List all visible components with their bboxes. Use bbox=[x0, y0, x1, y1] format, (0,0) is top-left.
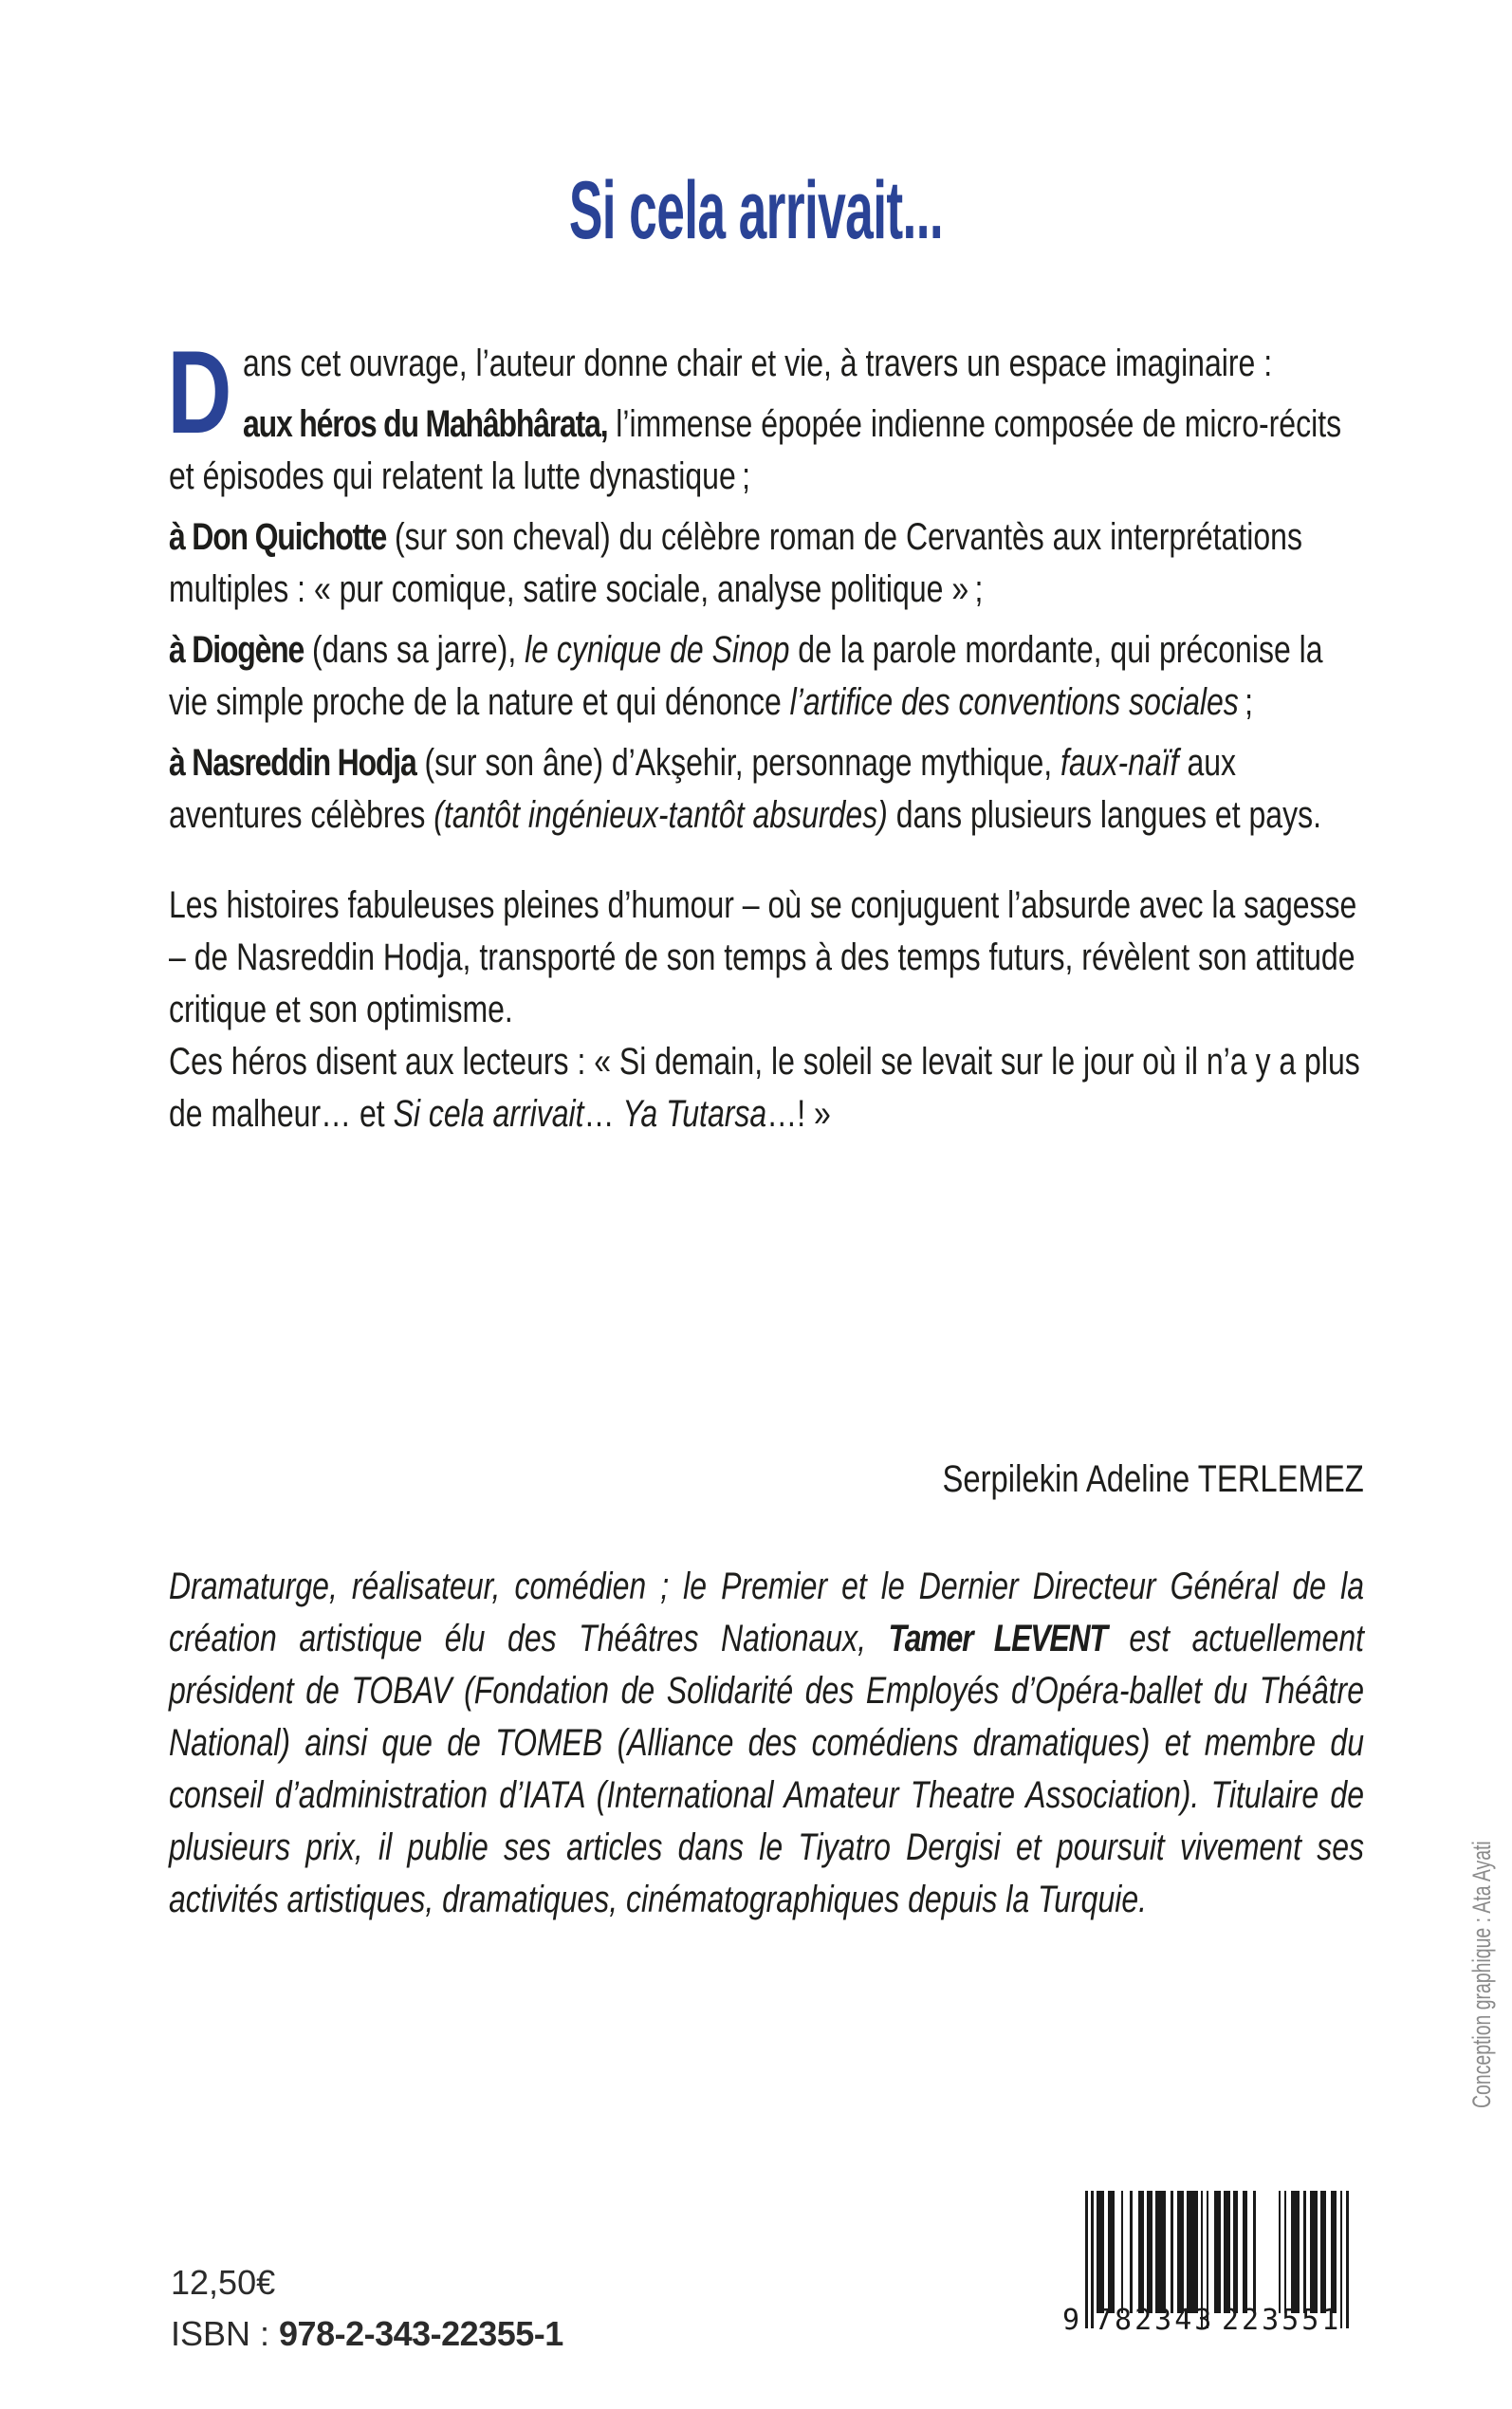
price: 12,50€ bbox=[171, 2263, 276, 2302]
isbn-label: ISBN : bbox=[171, 2314, 280, 2353]
design-credit bbox=[1468, 1757, 1495, 2108]
blurb-signature: Serpilekin Adeline TERLEMEZ bbox=[942, 1458, 1364, 1500]
item-heading: à Diogène bbox=[169, 629, 304, 671]
item-text: dans plusieurs langues et pays. bbox=[887, 794, 1321, 836]
book-title-block bbox=[0, 163, 1512, 258]
paragraph-italic: Si cela arrivait bbox=[393, 1093, 584, 1135]
barcode-bar bbox=[1097, 2191, 1104, 2313]
blurb bbox=[167, 327, 1364, 1140]
barcode-bar bbox=[1284, 2191, 1286, 2313]
item-italic: (tantôt ingénieux-tantôt absurdes) bbox=[433, 794, 888, 836]
barcode-bar bbox=[1138, 2191, 1144, 2313]
item-italic: le cynique de Sinop bbox=[525, 629, 790, 671]
barcode-bar bbox=[1320, 2191, 1326, 2313]
book-title: Si cela arrivait... bbox=[568, 165, 944, 256]
barcode-bar bbox=[1085, 2191, 1088, 2328]
barcode-bar bbox=[1346, 2191, 1349, 2328]
item-text: de la parole mordante, qui préconise la vie simple proche de la nature et qui dénonce bbox=[169, 629, 1323, 723]
item-text: aux aventures célèbres bbox=[169, 742, 1237, 836]
barcode-bar bbox=[1147, 2191, 1152, 2313]
design-credit-text: Conception graphique : Ata Ayati bbox=[1467, 1841, 1496, 2108]
barcode-bar bbox=[1291, 2191, 1300, 2313]
blurb-paragraph-histoires: Les histoires fabuleuses pleines d’humour – où se conjuguent l’absurde avec la sagesse – de Nasreddin Hodja, transporté de son temps à des temps futurs, révèlent son attitude critique et son optimisme. bbox=[169, 884, 1357, 1030]
barcode-bar bbox=[1253, 2191, 1256, 2313]
barcode-bar bbox=[1155, 2191, 1166, 2313]
paragraph-text: …! » bbox=[766, 1093, 831, 1135]
author-bio-text bbox=[169, 1561, 1364, 1926]
blurb-item-don-quichotte bbox=[169, 511, 1364, 616]
item-text: l’immense épopée indienne composée de micro-récits et épisodes qui relatent la lutte dynastique ; bbox=[169, 403, 1342, 497]
barcode bbox=[1062, 2191, 1356, 2352]
item-text: (sur son âne) d’Akşehir, personnage mythique, bbox=[415, 742, 1061, 784]
barcode-bar bbox=[1243, 2191, 1247, 2313]
barcode-bar bbox=[1121, 2191, 1123, 2313]
bio-text: Dramaturge, réalisateur, comédien ; le Premier et le Dernier Directeur Général de la création artistique élu des Théâtres Nationaux, bbox=[169, 1566, 1364, 1659]
paragraph-text: … bbox=[583, 1093, 623, 1135]
author-bio bbox=[169, 1561, 1364, 1926]
barcode-bar bbox=[1214, 2191, 1221, 2313]
barcode-bar bbox=[1331, 2191, 1337, 2313]
item-heading: à Don Quichotte bbox=[169, 516, 387, 558]
item-heading: à Nasreddin Hodja bbox=[169, 742, 416, 784]
item-italic: l’artifice des conventions sociales bbox=[789, 681, 1239, 723]
intro-text: ans cet ouvrage, l’auteur donne chair et vie, à travers un espace imaginaire : bbox=[243, 343, 1273, 384]
blurb-paragraph-heros bbox=[169, 1036, 1364, 1140]
blurb-signature-block bbox=[0, 1454, 1364, 1506]
barcode-bar bbox=[1310, 2191, 1318, 2313]
bio-text: est actuellement président de TOBAV (Fondation de Solidarité des Employés d’Opéra-ballet du Théâtre National) ainsi que de TOMEB (Alliance des comédiens dramatiques) et membre du conseil d’administration d’IATA (International Amateur Theatre Association). Titulaire de plusieurs prix, il publie ses articles dans le Tiyatro Dergisi et poursuit vivement ses activités artistiques, dramatiques, cinématographiques depuis la Turquie. bbox=[169, 1618, 1365, 1920]
isbn bbox=[171, 2315, 563, 2353]
author-name: Tamer LEVENT bbox=[888, 1618, 1107, 1659]
item-italic: faux-naïf bbox=[1060, 742, 1179, 784]
item-text: (dans sa jarre), bbox=[304, 629, 526, 671]
item-text: (sur son cheval) du célèbre roman de Cervantès aux interprétations multiples : « pur comique, satire sociale, analyse politique » ; bbox=[169, 516, 1302, 610]
barcode-bar bbox=[1171, 2191, 1173, 2313]
paragraph-text: Ces héros disent aux lecteurs : « Si demain, le soleil se levait sur le jour où il n’a y a plus de malheur… et bbox=[169, 1041, 1360, 1135]
blurb-item-mahabharata bbox=[169, 398, 1364, 503]
barcode-bar bbox=[1177, 2191, 1184, 2313]
barcode-bar bbox=[1187, 2191, 1198, 2313]
blurb-item-diogene bbox=[169, 624, 1364, 729]
barcode-bar bbox=[1303, 2191, 1306, 2313]
barcode-digits-right: 223551 bbox=[1222, 2304, 1342, 2337]
barcode-bar bbox=[1130, 2191, 1133, 2313]
item-text: ; bbox=[1238, 681, 1254, 723]
blurb-item-nasreddin bbox=[169, 737, 1364, 842]
barcode-bar bbox=[1233, 2191, 1238, 2313]
barcode-bar bbox=[1091, 2191, 1094, 2328]
barcode-digits-left: 782343 bbox=[1095, 2304, 1215, 2337]
item-heading: aux héros du Mahâbhârata, bbox=[243, 403, 608, 445]
isbn-number: 978-2-343-22355-1 bbox=[279, 2314, 563, 2353]
barcode-digit-first: 9 bbox=[1062, 2304, 1080, 2337]
barcode-bar bbox=[1224, 2191, 1230, 2313]
barcode-bar bbox=[1108, 2191, 1115, 2313]
barcode-bar bbox=[1279, 2191, 1281, 2313]
paragraph-italic: Ya Tutarsa bbox=[622, 1093, 767, 1135]
drop-cap: D bbox=[167, 327, 232, 458]
